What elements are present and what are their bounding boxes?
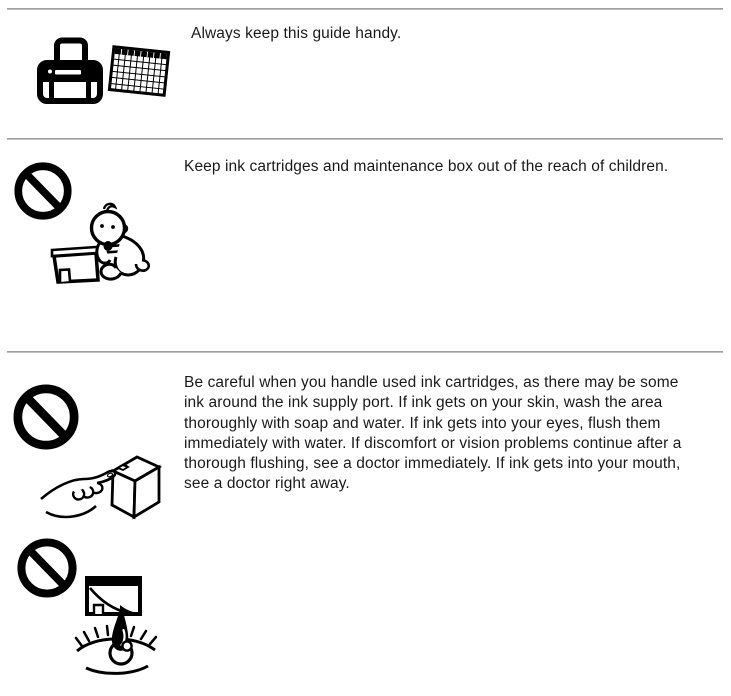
hand-holding-ink-cartridge-icon	[38, 444, 166, 524]
prohibition-icon	[17, 538, 77, 598]
baby-with-ink-cartridge-icon	[50, 200, 150, 284]
notice-text: Keep ink cartridges and maintenance box out of the reach of children.	[184, 158, 669, 175]
prohibition-icon	[13, 384, 79, 450]
printer-icon	[37, 37, 103, 105]
divider	[7, 351, 723, 353]
ink-cartridge-dripping-into-eye-icon	[74, 576, 158, 676]
divider	[7, 138, 723, 140]
notice-text: Be careful when you handle used ink cartridges, as there may be some ink around the ink supply port. If ink gets on your skin, wash the area thoroughly with soap and water. If ink gets into your eyes, flush them immediately with water. If discomfort or vision problems continue after a thorough flushing, see a doctor immediately. If ink gets into your mouth, see a doctor right away.	[184, 374, 682, 493]
guide-booklet-icon	[108, 45, 170, 97]
notice-text: Always keep this guide handy.	[191, 25, 402, 42]
divider	[7, 8, 723, 10]
